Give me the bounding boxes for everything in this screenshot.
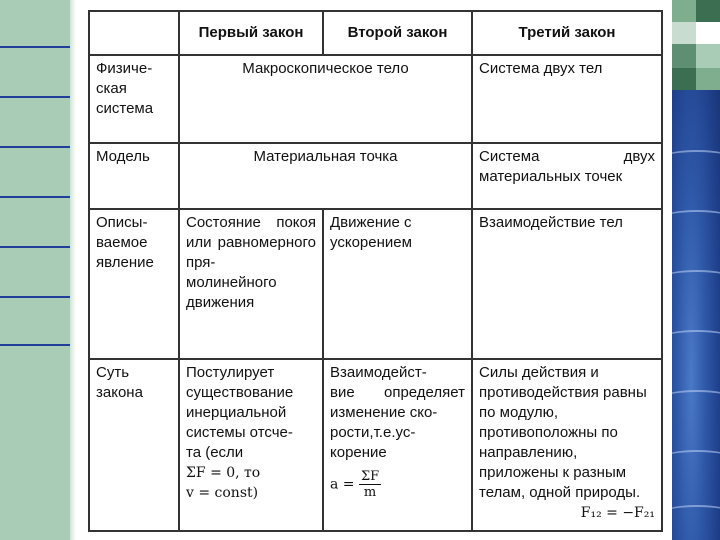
decor-line [0, 344, 76, 346]
decor-square [696, 68, 720, 90]
decor-line [0, 96, 76, 98]
first-law-text: Постулирует существование инерциальной системы отсче- та (если [186, 364, 294, 461]
header-cell-empty [89, 11, 179, 55]
row-label: Модель [89, 143, 179, 209]
header-cell-third-law: Третий закон [472, 11, 662, 55]
table-header-row [89, 11, 662, 55]
decor-edge [70, 0, 76, 540]
cell-second-law: Движение с ускорением [323, 209, 472, 359]
second-law-formula [330, 469, 465, 500]
table-row-essence [89, 359, 662, 531]
decor-line [0, 46, 76, 48]
decor-square [696, 22, 720, 44]
decor-square [672, 44, 696, 68]
third-law-text: Силы действия и противодействия равны по модулю, противоположны по направлению, приложены к разным телам, одной природы. [479, 364, 647, 501]
decor-wave [672, 210, 720, 226]
decor-wave [672, 390, 720, 406]
decor-square [672, 68, 696, 90]
formula-denominator: m [363, 485, 377, 500]
row-label: Физиче- ская система [89, 55, 179, 143]
cell-third-law: Система двух материальных точек [472, 143, 662, 209]
table-row-model [89, 143, 662, 209]
decor-line [0, 196, 76, 198]
formula-lhs: a = [330, 476, 355, 493]
cell-merged: Макроскопическое тело [179, 55, 472, 143]
second-law-text: Взаимодейст- вие определяет изменение ско- рости,т.е.ус- корение [330, 364, 465, 461]
decor-square [672, 0, 696, 22]
left-decor-band [0, 0, 76, 540]
formula-fraction [359, 469, 381, 500]
decor-square [696, 44, 720, 68]
row-label: Суть закона [89, 359, 179, 531]
row-label: Описы- ваемое явление [89, 209, 179, 359]
first-law-formula-velocity: v = const) [186, 485, 259, 501]
cell-second-law [323, 359, 472, 531]
decor-wave [672, 150, 720, 166]
newton-laws-table [88, 10, 663, 532]
right-decor-band [672, 0, 720, 540]
formula-numerator: ΣF [360, 469, 380, 484]
cell-first-law [179, 359, 323, 531]
table-row-phenomenon [89, 209, 662, 359]
header-cell-second-law: Второй закон [323, 11, 472, 55]
third-law-formula: F₁₂ = −F₂₁ [580, 505, 655, 521]
decor-wave [672, 505, 720, 521]
cell-third-law [472, 359, 662, 531]
decor-wave [672, 450, 720, 466]
table-row-physical-system [89, 55, 662, 143]
cell-third-law: Взаимодействие тел [472, 209, 662, 359]
decor-wave [672, 330, 720, 346]
decor-square [672, 22, 696, 44]
cell-merged: Материальная точка [179, 143, 472, 209]
cell-first-law: Состояние покоя или равномерного пря- молинейного движения [179, 209, 323, 359]
decor-line [0, 296, 76, 298]
cell-third-law: Система двух тел [472, 55, 662, 143]
first-law-formula-force: ΣF = 0, то [186, 465, 261, 481]
decor-line [0, 246, 76, 248]
decor-wave [672, 270, 720, 286]
decor-square [696, 0, 720, 22]
decor-line [0, 146, 76, 148]
header-cell-first-law: Первый закон [179, 11, 323, 55]
